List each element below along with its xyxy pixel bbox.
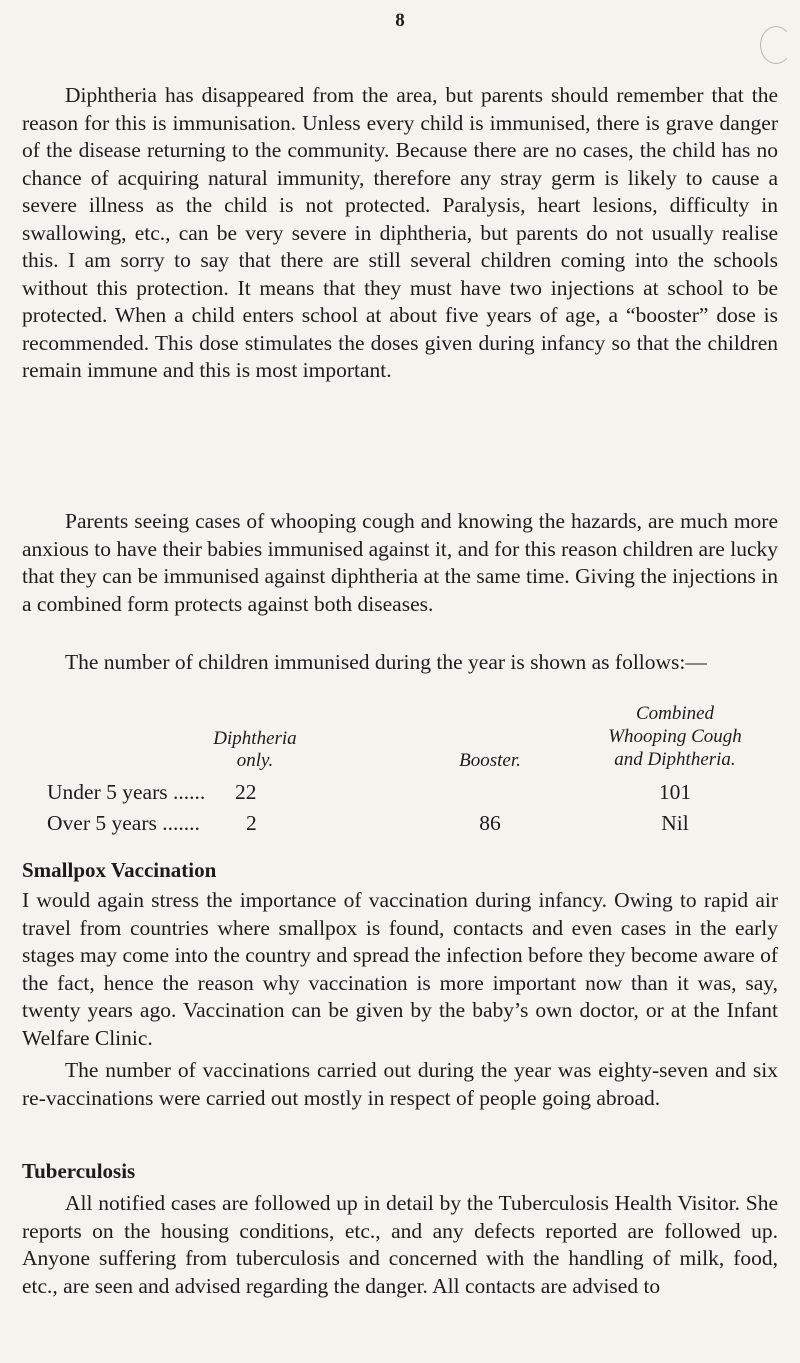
cell-over-5-booster: 86	[479, 811, 501, 835]
cell-over-5-diphtheria: 2	[246, 811, 257, 835]
diphtheria-paragraph: Diphtheria has disappeared from the area, but parents should remember that the reason for this is immunisation. Unless every child is immunised, there is grave danger of the disease returning to the community. Because there are no cases, the child has no chance of acquiring natural immunity, therefore any stray germ is likely to cause a severe illness as the child is not protected. Paralysis, heart lesions, difficulty in swallowing, etc., can be very severe in diphtheria, but parents do not usually realise this. I am sorry to say that there are still several children coming into the schools without this protection. It means that they must have two injections at school to be protected. When a child enters school at about five years of age, a “booster” dose is recommended. This dose stimulates the doses given during infancy so that the children remain immune and this is most important.	[22, 83, 778, 382]
header-diphtheria-line2: only.	[236, 750, 274, 771]
header-combined-line1: Combined	[635, 703, 715, 724]
header-diphtheria-line1: Diphtheria	[213, 728, 297, 749]
header-combined-line3: and Diphtheria.	[614, 749, 736, 770]
row-label-under-5: Under 5 years ......	[47, 780, 206, 804]
tuberculosis-paragraph: All notified cases are followed up in detail by the Tuberculosis Health Visitor. She reports on the housing conditions, etc., and any defects reported are followed up. Anyone suffering from tuberculosis and concerned with the handling of milk, food, etc., are seen and advised regarding the danger. All contacts are advised to	[22, 1191, 778, 1298]
header-booster: Booster.	[459, 750, 521, 771]
immunised-count-intro: The number of children immunised during the year is shown as follows:—	[65, 650, 707, 674]
vaccination-count-paragraph: The number of vaccinations carried out during the year was eighty-seven and six re-vaccinations were carried out mostly in respect of people going abroad.	[22, 1058, 778, 1110]
cell-under-5-diphtheria: 22	[235, 780, 257, 804]
page-number: 8	[395, 10, 405, 31]
cell-over-5-combined: Nil	[661, 811, 689, 835]
cell-under-5-combined: 101	[658, 780, 692, 804]
whooping-cough-paragraph: Parents seeing cases of whooping cough and knowing the hazards, are much more anxious to have their babies immunised against it, and for this reason children are lucky that they can be immunised against diphtheria at the same time. Giving the injections in a combined form protects against both diseases.	[22, 509, 778, 616]
corner-mark-icon	[760, 26, 792, 64]
tuberculosis-heading: Tuberculosis	[22, 1159, 136, 1183]
header-combined-line2: Whooping Cough	[608, 726, 742, 747]
smallpox-paragraph: I would again stress the importance of vaccination during infancy. Owing to rapid air travel from countries where smallpox is found, contacts and even cases in the early stages may come into the country and spread the infection before they become aware of the fact, hence the reason why vaccination is more important now than it was, say, twenty years ago. Vaccination can be given by the baby’s own doctor, or at the Infant Welfare Clinic.	[22, 888, 778, 1050]
smallpox-heading: Smallpox Vaccination	[22, 858, 217, 882]
row-label-over-5: Over 5 years .......	[47, 811, 200, 835]
